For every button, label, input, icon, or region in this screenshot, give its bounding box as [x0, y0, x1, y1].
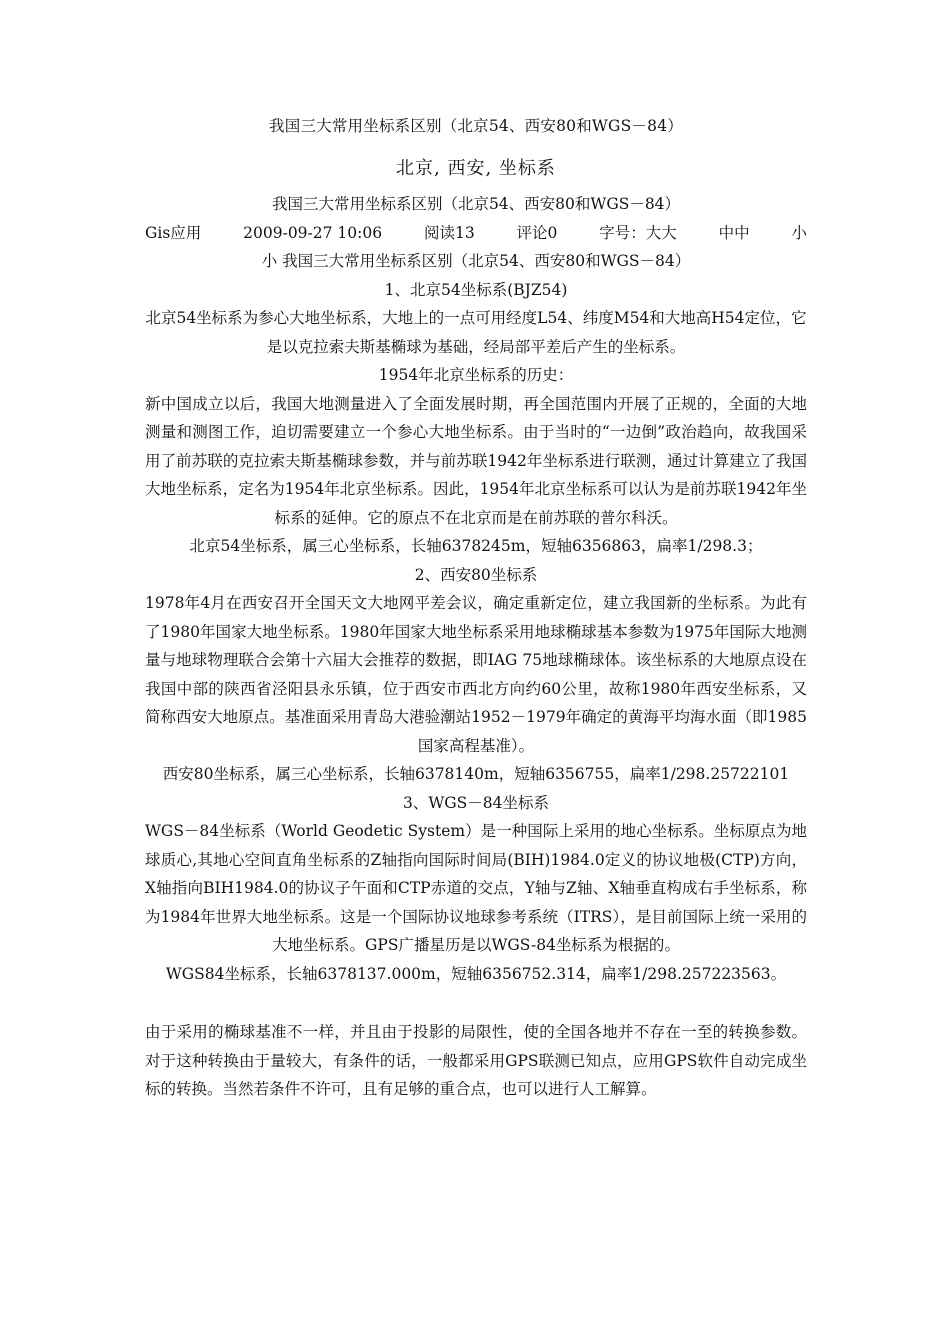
section-3-params: WGS84坐标系，长轴6378137.000m，短轴6356752.314，扁率1/298.257223563。 — [165, 964, 787, 983]
closing-paragraph: 由于采用的椭球基准不一样，并且由于投影的局限性，使的全国各地并不存在一至的转换参数。对于这种转换由于量较大，有条件的话，一般都采用GPS联测已知点，应用GPS软件自动完成坐标的转换。当然若条件不许可，且有足够的重合点，也可以进行人工解算。 — [145, 1023, 807, 1098]
section-2-paragraph: 1978年4月在西安召开全国天文大地网平差会议，确定重新定位，建立我国新的坐标系。为此有了1980年国家大地坐标系。1980年国家大地坐标系采用地球椭球基本参数为1975年国际大地测量与地球物理联合会第十六届大会推荐的数据，即IAG 75地球椭球体。该坐标系的大地原点设在我国中部的陕西省泾阳县永乐镇，位于西安市西北方向约60公里，故称1980年西安坐标系，又简称西安大地原点。基准面采用青岛大港验潮站1952－1979年确定的黄海平均海水面（即1985国家高程基准）。 — [145, 594, 807, 755]
spacer — [145, 988, 807, 1018]
section-1-paragraph: 北京54坐标系为参心大地坐标系，大地上的一点可用经度L54、纬度M54和大地高H54定位，它是以克拉索夫斯基椭球为基础，经局部平差后产生的坐标系。 — [145, 309, 807, 356]
document-tags: 北京, 西安, 坐标系 — [396, 158, 556, 179]
section-3-paragraph: WGS－84坐标系（World Geodetic System）是一种国际上采用的地心坐标系。坐标原点为地球质心,其地心空间直角坐标系的Z轴指向国际时间局(BIH)1984.0定义的协议地极(CTP)方向，X轴指向BIH1984.0的协议子午面和CTP赤道的交点，Y轴与Z轴、X轴垂直构成右手坐标系，称为1984年世界大地坐标系。这是一个国际协议地球参考系统（ITRS），是目前国际上统一采用的大地坐标系。GPS广播星历是以WGS-84坐标系为根据的。 — [145, 822, 807, 954]
meta-reads: 阅读13 — [423, 223, 475, 242]
section-1-history-paragraph: 新中国成立以后，我国大地测量进入了全面发展时期，再全国范围内开展了正规的，全面的大地测量和测图工作，迫切需要建立一个参心大地坐标系。由于当时的“一边倒”政治趋向，故我国采用了前苏联的克拉索夫斯基椭球参数，并与前苏联1942年坐标系进行联测，通过计算建立了我国大地坐标系，定名为1954年北京坐标系。因此，1954年北京坐标系可以认为是前苏联1942年坐标系的延伸。它的原点不在北京而是在前苏联的普尔科沃。 — [145, 394, 807, 527]
meta-category: Gis应用 — [145, 223, 202, 242]
section-1-history-heading: 1954年北京坐标系的历史： — [378, 366, 574, 384]
meta-comments: 评论0 — [516, 223, 558, 242]
font-size-large[interactable]: 字号：大大 — [599, 223, 677, 242]
font-size-medium[interactable]: 中中 — [718, 223, 750, 242]
meta-date: 2009-09-27 10:06 — [243, 223, 383, 242]
section-2-params: 西安80坐标系，属三心坐标系，长轴6378140m，短轴6356755，扁率1/298.25722101 — [162, 765, 790, 783]
section-3-heading: 3、WGS－84坐标系 — [402, 793, 550, 812]
repeat-title: 我国三大常用坐标系区别（北京54、西安80和WGS－84） — [271, 195, 681, 213]
section-1-heading: 1、北京54坐标系(BJZ54) — [384, 280, 568, 299]
font-size-small[interactable]: 小 — [791, 223, 807, 242]
meta-line-2: 小 我国三大常用坐标系区别（北京54、西安80和WGS－84） — [261, 252, 691, 270]
meta-row — [145, 219, 807, 248]
section-2-heading: 2、西安80坐标系 — [414, 565, 538, 584]
section-1-params: 北京54坐标系，属三心坐标系，长轴6378245m，短轴6356863，扁率1/298.3； — [189, 537, 763, 555]
document-page — [145, 112, 807, 1104]
document-title: 我国三大常用坐标系区别（北京54、西安80和WGS－84） — [269, 117, 683, 135]
